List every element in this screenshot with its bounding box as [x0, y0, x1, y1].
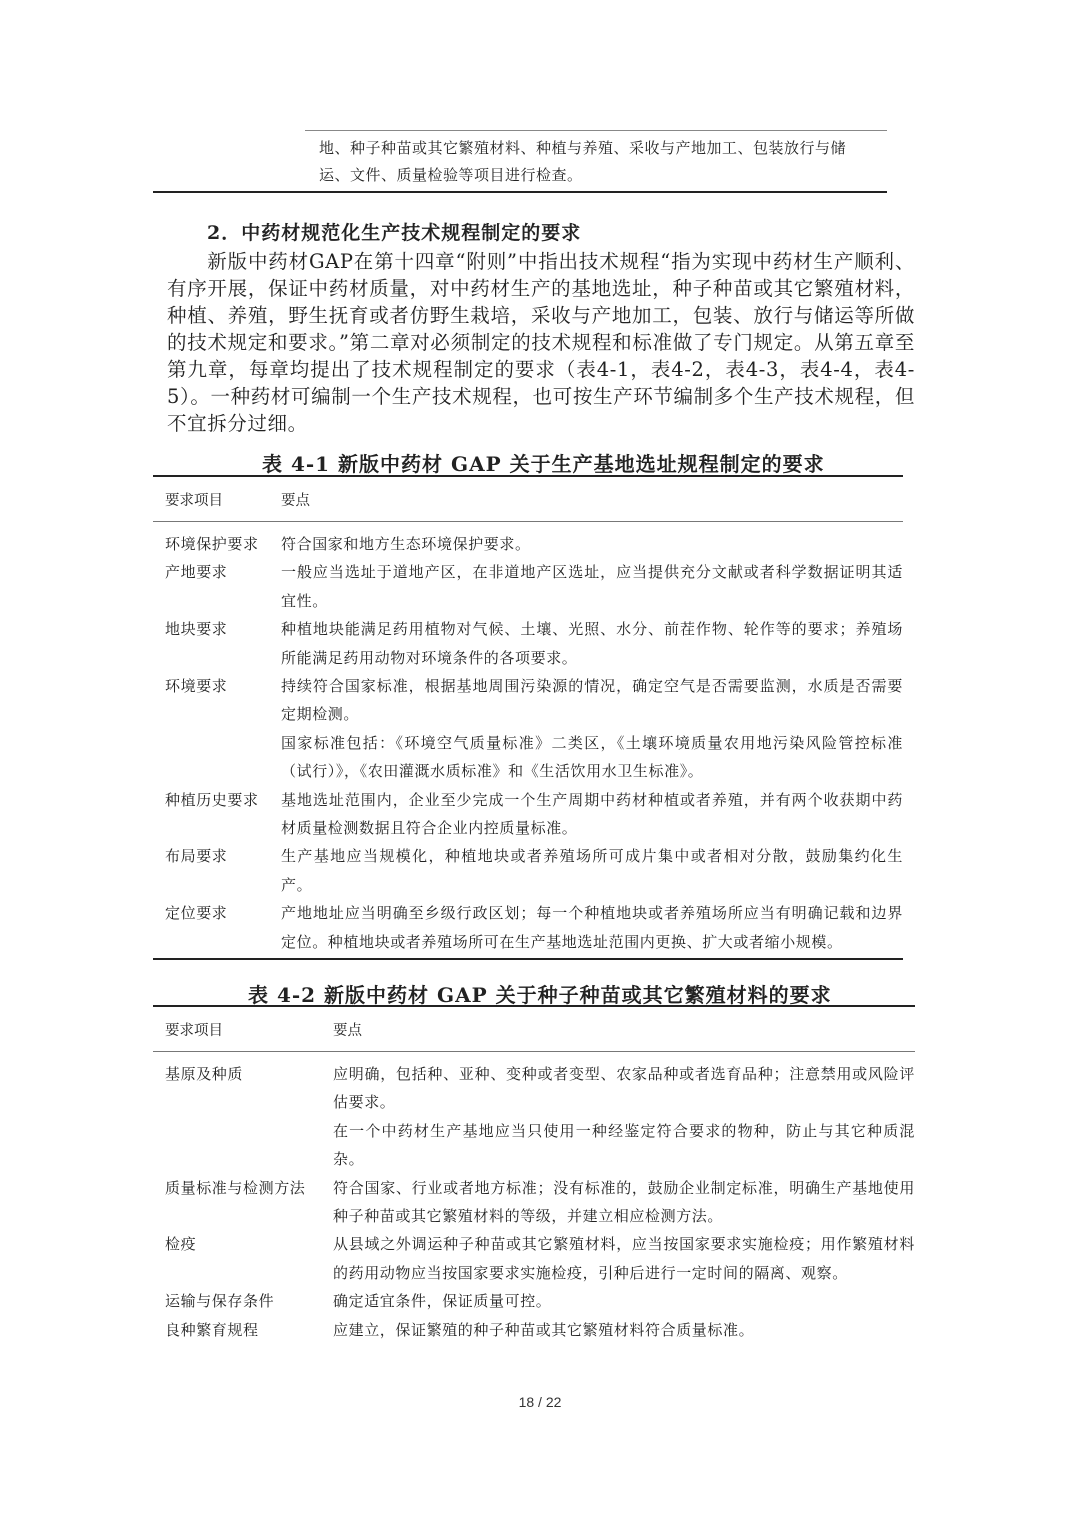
section-paragraph	[167, 248, 915, 437]
table2-header-row	[153, 1007, 915, 1051]
row-point-text: 持续符合国家标准，根据基地周围污染源的情况，确定空气是否需要监测，水质是否需要定期检测。	[281, 677, 903, 724]
row-point-text: 种植地块能满足药用植物对气候、土壤、光照、水分、前茬作物、轮作等的要求；养殖场所能满足药用动物对环境条件的各项要求。	[281, 620, 903, 667]
row-point-text: 在一个中药材生产基地应当只使用一种经鉴定符合要求的物种，防止与其它种质混杂。	[333, 1121, 915, 1169]
row-item-label: 地块要求	[165, 620, 228, 639]
table-row	[153, 1060, 915, 1174]
table1-header-item: 要求项目	[165, 492, 223, 509]
table1-bottom-rule	[153, 958, 903, 960]
row-item-label: 质量标准与检测方法	[165, 1178, 306, 1197]
table-row	[153, 530, 903, 558]
row-item-label: 环境保护要求	[165, 535, 259, 553]
table-row	[153, 1230, 915, 1287]
table-row	[153, 842, 903, 899]
page-number: 18 / 22	[518, 1394, 562, 1410]
row-point-text: 生产基地应当规模化，种植地块或者养殖场所可成片集中或者相对分散，鼓励集约化生产。	[281, 847, 903, 894]
row-item-label: 检疫	[165, 1235, 197, 1254]
continued-table-fragment	[153, 130, 887, 193]
row-point-text: 产地地址应当明确至乡级行政区划；每一个种植地块或者养殖场所应当有明确记载和边界定位。种植地块或者养殖场所可在生产基地选址范围内更换、扩大或者缩小规模。	[281, 904, 903, 951]
table1-header-points: 要点	[281, 492, 310, 509]
row-item-label: 种植历史要求	[165, 790, 259, 809]
row-points	[281, 530, 903, 558]
row-point-text: 应明确，包括种、亚种、变种或者变型、农家品种或者选育品种；注意禁用或风险评估要求。	[333, 1065, 915, 1112]
row-points	[281, 672, 903, 786]
table-row	[153, 1287, 915, 1315]
row-points	[281, 615, 903, 672]
row-points	[333, 1060, 915, 1174]
table-row	[153, 1316, 915, 1344]
table2-header-points: 要点	[333, 1022, 362, 1039]
table-row	[153, 1174, 915, 1231]
row-points	[281, 842, 903, 899]
row-point-text: 基地选址范围内，企业至少完成一个生产周期中药材种植或者养殖，并有两个收获期中药材质量检测数据且符合企业内控质量标准。	[281, 790, 903, 838]
section-heading: 2．中药材规范化生产技术规程制定的要求	[207, 222, 582, 244]
fragment-text	[153, 131, 887, 189]
row-points	[333, 1230, 915, 1287]
row-points	[281, 899, 903, 956]
row-points	[333, 1174, 915, 1231]
table-row	[153, 615, 903, 672]
table2-header-item: 要求项目	[165, 1022, 223, 1039]
table-row	[153, 899, 903, 956]
row-item-label: 运输与保存条件	[165, 1292, 275, 1311]
table1-caption: 表 4-1 新版中药材 GAP 关于生产基地选址规程制定的要求	[262, 452, 825, 476]
row-point-text: 符合国家和地方生态环境保护要求。	[281, 535, 531, 553]
table2	[153, 1005, 915, 1344]
row-point-text: 符合国家、行业或者地方标准；没有标准的，鼓励企业制定标准，明确生产基地使用种子种苗或其它繁殖材料的等级，并建立相应检测方法。	[333, 1178, 915, 1226]
fragment-line: 运、文件、质量检验等项目进行检查。	[319, 166, 583, 184]
row-points	[281, 558, 903, 615]
table1-header-row	[153, 477, 903, 521]
table2-body	[153, 1052, 915, 1344]
row-points	[333, 1287, 915, 1315]
row-item-label: 定位要求	[165, 904, 228, 923]
row-point-text: 从县域之外调运种子种苗或其它繁殖材料，应当按国家要求实施检疫；用作繁殖材料的药用动物应当按国家要求实施检疫，引种后进行一定时间的隔离、观察。	[333, 1235, 915, 1282]
row-point-text: 国家标准包括：《环境空气质量标准》二类区，《土壤环境质量农用地污染风险管控标准（试行）》，《农田灌溉水质标准》和《生活饮用水卫生标准》。	[281, 733, 903, 781]
row-item-label: 环境要求	[165, 677, 228, 696]
row-point-text: 确定适宜条件，保证质量可控。	[333, 1292, 552, 1311]
row-item-label: 布局要求	[165, 847, 228, 866]
table1	[153, 475, 903, 960]
table1-body	[153, 522, 903, 956]
table2-caption: 表 4-2 新版中药材 GAP 关于种子种苗或其它繁殖材料的要求	[248, 983, 832, 1007]
table-row	[153, 672, 903, 786]
row-points	[281, 786, 903, 843]
row-point-text: 一般应当选址于道地产区，在非道地产区选址，应当提供充分文献或者科学数据证明其适宜性。	[281, 563, 903, 610]
fragment-bottom-rule	[153, 191, 887, 193]
paragraph-text: 新版中药材GAP在第十四章“附则”中指出技术规程“指为实现中药材生产顺利、有序开展，保证中药材质量，对中药材生产的基地选址，种子种苗或其它繁殖材料，种植、养殖，野生抚育或者仿野生栽培，采收与产地加工，包装、放行与储运等所做的技术规定和要求。”第二章对必须制定的技术规程和标准做了专门规定。从第五章至第九章，每章均提出了技术规程制定的要求（表4-1，表4-2，表4-3，表4-4，表4-5）。一种药材可编制一个生产技术规程，也可按生产环节编制多个生产技术规程，但不宜拆分过细。	[167, 250, 915, 435]
fragment-line: 地、种子种苗或其它繁殖材料、种植与养殖、采收与产地加工、包装放行与储	[319, 139, 847, 157]
table-row	[153, 558, 903, 615]
row-item-label: 产地要求	[165, 563, 228, 582]
row-points	[333, 1316, 915, 1344]
row-item-label: 良种繁育规程	[165, 1320, 259, 1339]
row-item-label: 基原及种质	[165, 1065, 244, 1083]
row-point-text: 应建立，保证繁殖的种子种苗或其它繁殖材料符合质量标准。	[333, 1320, 755, 1339]
table-row	[153, 786, 903, 843]
